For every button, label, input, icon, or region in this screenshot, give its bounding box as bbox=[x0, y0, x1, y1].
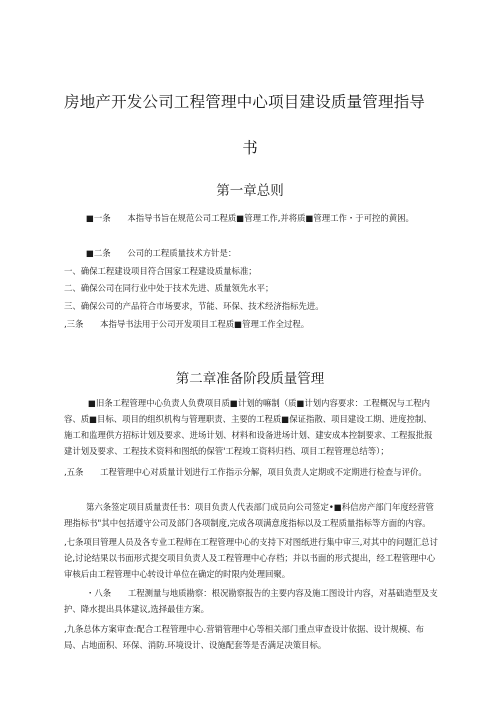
chapter-2-article-5: ,五条 工程管理中心对质量计划进行工作指示分解，项目负责人定期或不定期进行检查与评价。 bbox=[64, 467, 427, 477]
chapter-1-article-2: ■二条 公司的工程质量技术方针是： bbox=[86, 248, 237, 258]
chapter-2-heading: 第二章准备阶段质量管理 bbox=[175, 371, 325, 387]
chapter-1-article-1: ■一条 本指导书旨在规范公司工程质■管理工作,并将质■管理工作・于可控的黄困。 bbox=[86, 213, 414, 223]
document-title: 房地产开发公司工程管理中心项目建设质量管理指导 bbox=[64, 93, 426, 111]
chapter-2-article-9: ,九条总体方案审查:配合工程管理中心.营销管理中心等相关部门重点审查设计依据、设计规模、布局、占地面积、环保、消防.环境设计、设施配套等是否满足决策目标。 bbox=[64, 624, 424, 650]
chapter-1-item-2: 二、确保公司在同行业中处于技术先进、质量领先水平； bbox=[64, 283, 274, 293]
chapter-2-article-4: ■旧条工程管理中心负责人负费项目质■计划的嘛制（质■计划内容要求：工程概况与工程内容、质■目标、项目的组织机构与管理职责、主要的工程质■保证指散、项目建设工期、进度控制、施工和监理供方招标计划及要求、进场计划、材料和设备进场计划、建安成本控制要求、工程报批报建计划及要求、工程技术资料和图纸的保管'工程竣工资料归档、项目工程管理总结等）； bbox=[64, 398, 433, 456]
document-title-continued: 书 bbox=[242, 139, 258, 157]
chapter-2-article-6: 第六条签定项目质量责任书：项目负责人代表部门成员向公司签定•■科信房产部门年度经营管理指标书"其中包括遵守公司及部门各项制度,完成各项满意度指标以及工程质量指标等方面的内容。 bbox=[64, 502, 434, 528]
chapter-2-article-8: ・八条 工程测量与地质勘察：根况勘察报告的主要内容及施工图设计内容，对基础造型及支护、降水提出具体建议,选择最佳方案。 bbox=[64, 588, 438, 614]
chapter-2-article-7: ,七条项目管理人员及各专业工程师在工程管理中心的支持下对图纸进行集中审三,对其中的问题汇总讨论,讨论结果以书面形式提交项目负责人及工程管理中心存档；并以书面的形式提出，经工程管理中心审核后由工程管理中心转设计单位在确定的时限内处理回聚。 bbox=[64, 537, 438, 579]
chapter-1-heading: 第一章总则 bbox=[216, 183, 284, 199]
chapter-1-item-3: 三、确保公司的产品符合市场要求，节能、环保、技术经济指标先进。 bbox=[64, 301, 324, 311]
chapter-1-item-1: 一、确保工程建设项目符合国家工程建设质量标准； bbox=[64, 266, 257, 276]
chapter-1-article-3: ,三条 本指导书法用于公司开发项目工程质■管理工作全过程。 bbox=[64, 319, 310, 329]
